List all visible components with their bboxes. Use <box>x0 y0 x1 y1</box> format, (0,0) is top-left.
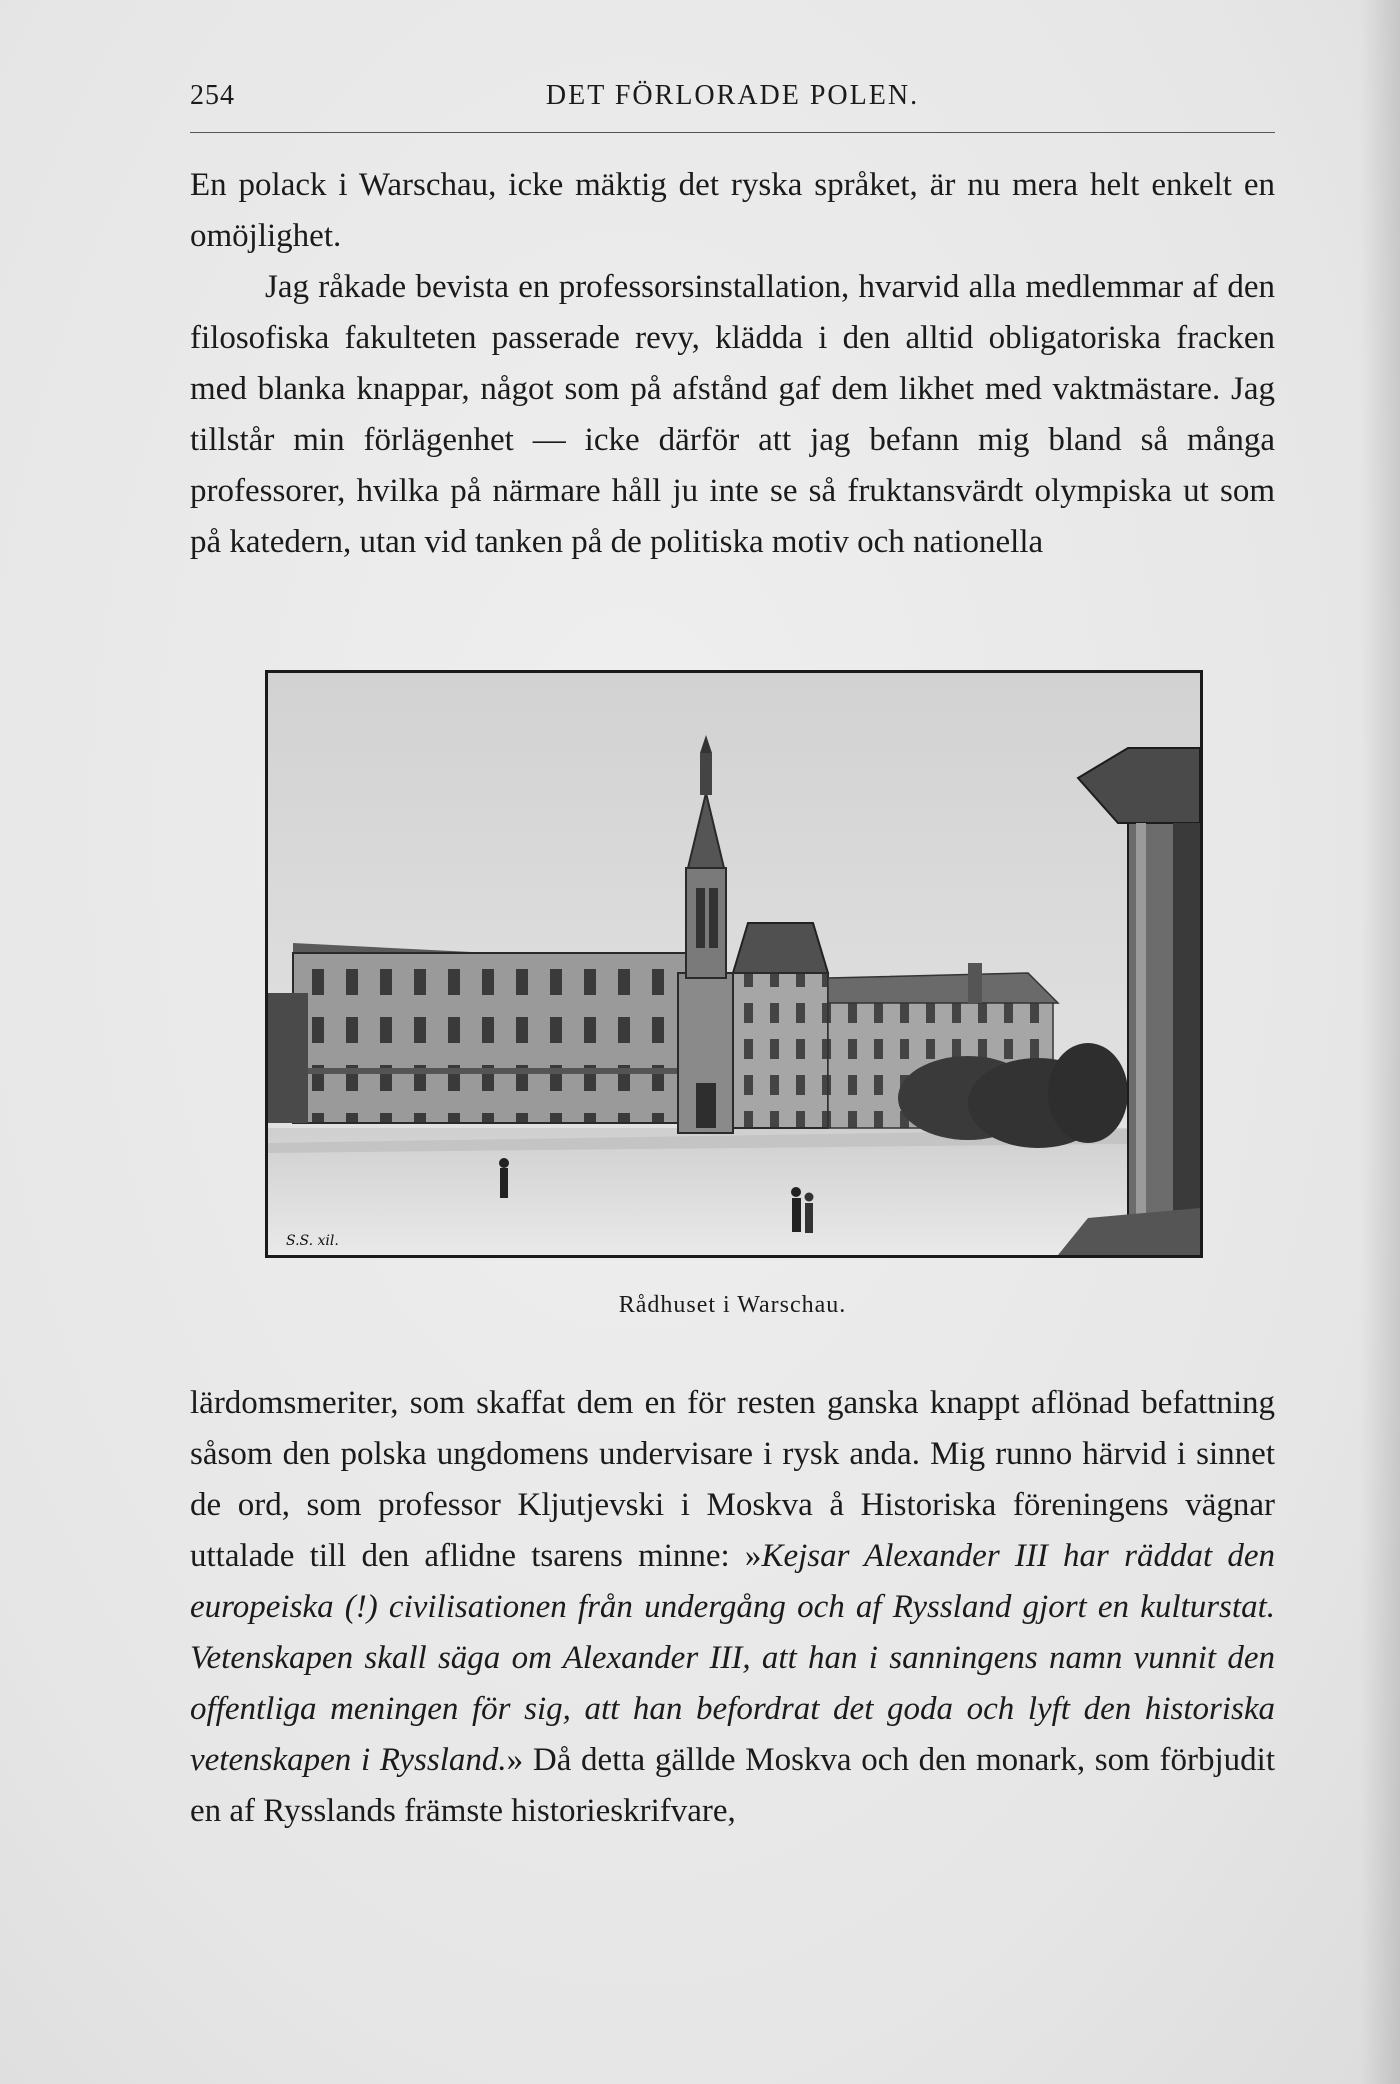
town-hall-illustration <box>265 670 1203 1258</box>
paragraph-3 <box>190 1378 1275 1837</box>
paragraph-2: Jag råkade bevista en professorsinstallation, hvarvid alla medlemmar af den filosofiska fakulteten passerade revy, klädda i den alltid obligatoriska fracken med blanka knappar, något som på afstånd gaf dem likhet med vaktmästare. Jag tillstår min förlägenhet — icke därför att jag befann mig bland så många professorer, hvilka på närmare håll ju inte se så fruktansvärdt olympiska ut som på katedern, utan vid tanken på de politiska motiv och nationella <box>190 269 1275 560</box>
figure-caption: Rådhuset i Warschau. <box>618 1292 847 1318</box>
engraving-picture <box>268 673 1200 1255</box>
header-rule <box>190 132 1275 133</box>
running-title: DET FÖRLORADE POLEN. <box>545 80 920 111</box>
bottom-text-block <box>190 1378 1275 1837</box>
paragraph-3-run-2: » Då detta gällde Moskva och den monark, som förbjudit en af Rysslands främste historieskrifvare, <box>190 1742 1275 1829</box>
quotation-italic: Kejsar Alexander III har räddat den europeiska (!) civilisationen från undergång och af Ryssland gjort en kulturstat. Vetenskapen skall säga om Alexander III, att han i sanningens namn vunnit den offentliga meningen för sig, att han befordrat det goda och lyft den historiska vetenskapen i Ryssland. <box>190 1538 1275 1778</box>
gutter-shadow <box>1360 0 1400 2084</box>
top-text-block <box>190 160 1275 568</box>
paragraph-1: En polack i Warschau, icke mäktig det ryska språket, är nu mera helt enkelt en omöjlighet. <box>190 167 1275 254</box>
paragraph-3-run-1: lärdomsmeriter, som skaffat dem en för resten ganska knappt aflönad befattning såsom den polska ungdomens undervisare i rysk anda. Mig runno härvid i sinnet de ord, som professor Kljutjevski i Moskva å Historiska föreningens vägnar uttalade till den aflidne tsarens minne: » <box>190 1385 1275 1574</box>
page-number: 254 <box>190 80 235 111</box>
page-header <box>190 72 1275 122</box>
engraver-signature: S.S. xil. <box>286 1233 339 1249</box>
